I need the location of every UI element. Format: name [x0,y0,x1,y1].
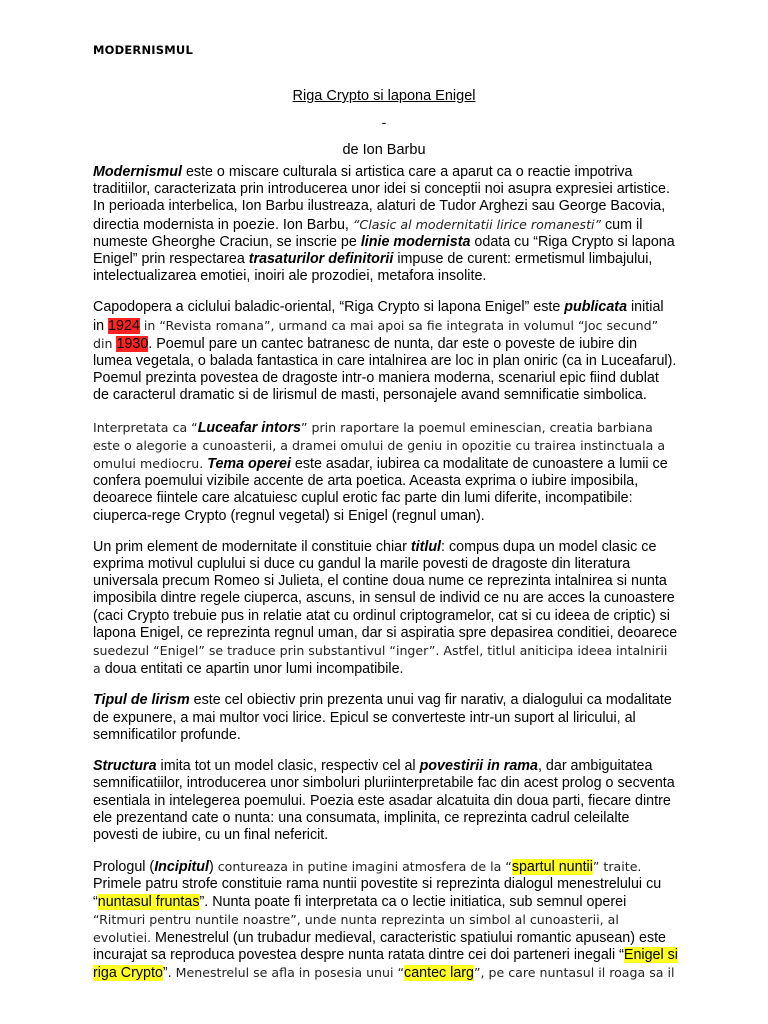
document-body [93,164,678,997]
paragraph-prologul [93,858,678,982]
text: Prologul ( [93,859,155,876]
text: imita tot un model clasic, respectiv cel al [156,758,420,775]
text: Menestrelul se afla in posesia unui “ [175,965,405,981]
term-publicata: publicata [564,299,628,316]
text: in “Revista romana”, urmand ca mai apoi sa fie integrata in volumul “Joc secund” din [93,317,659,351]
text: contureaza in putine imagini atmosfera de la “ [217,859,512,875]
highlight-nuntasul-fruntas: nuntasul fruntas [97,893,200,910]
highlight-year-1930: 1930 [116,335,149,352]
text: Menestrelul (un trubadur medieval, caracteristic spatiului romantic apusean) este incurajat sa reproduca povestea despre nunta ratata dintre cei doi parteneri inegali “ [93,929,667,964]
title-dash: - [381,114,387,130]
highlight-cantec-larg: cantec larg [404,965,474,982]
text: suedezul “Enigel” se traduce prin substantivul “inger”. Astfel, titlul aniticipa ideea intalnirii a [93,643,668,677]
text: Un prim element de modernitate il constituie chiar [93,538,411,555]
text: odata cu “Riga Crypto si lapona Enigel” prin respectarea [93,233,675,268]
paragraph-modernism [93,164,678,285]
text: este cel obiectiv prin prezenta unui vag fir narativ, a dialogului ca modalitate de expunere, a mai multor voci lirice. Epicul se converteste intr-un suport al liricului, al semnificatilor profunde. [93,692,672,743]
text: “Ritmuri pentru nuntile noastre”, unde nunta reprezinta un simbol al cunoasterii, al evolutiei. [93,911,619,945]
highlight-enigel-si-riga-crypto: Enigel si riga Crypto [93,947,678,982]
term-povestirii-in-rama: povestirii in rama [419,758,538,775]
paragraph-structura [93,758,678,844]
text: ” prin raportare la poemul eminescian, creatia barbiana este o alegorie a cunoasterii, a dramei omului de geniu in opozitie cu trairea instinctuala a omului mediocru. [93,419,666,472]
text: , dar ambiguitatea semnificatiilor, introducerea unor simboluri pluriinterpretabile fac din acest prolog o secventa esentiala in intelegerea poemului. Poezia este asadar alcatuita din doua parti, fiecare dintre ele prezentand cate o nunta: una consumata, implinita, ce reprezinta cadrul celeilalte povesti de iubire, cu un final nefericit. [93,758,675,843]
text: cum il numeste Gheorghe Craciun, se inscrie pe [93,216,643,250]
text: : compus dupa un model clasic ce exprima motivul cuplului si duce cu gandul la marile povesti de dragoste din literatura universala precum Romeo si Julieta, el contine doua nume ce reprezinta intalnirea si nunta imposibila dintre regele ciuperca, ascuns, in sensul de individ ce nu are acces la cunoastere (caci Crypto trebuie pus in relatie atat cu ordinul criptogramelor, cat si cu ideea de criptic) si lapona Enigel, ce reprezinta regnul uman, dar si aspiratia spre depasirea conditiei, deoarece [93,538,678,641]
text: ”, pe care nuntasul il roaga sa il [473,965,675,981]
text: doua entitati ce apartin unor lumi incompatibile. [100,661,404,678]
term-luceafar-intors: Luceafar intors [197,419,301,436]
text: Interpretata ca “ [93,419,198,435]
term-trasaturi: trasaturilor definitorii [248,251,394,268]
term-tema-operei: Tema operei [207,456,291,473]
paragraph-titlul [93,539,678,679]
text: Capodopera a ciclului baladic-oriental, “Riga Crypto si lapona Enigel” este [93,299,565,316]
text: initial in [93,299,664,334]
document-author: de Ion Barbu [342,142,426,158]
text: este o miscare culturala si artistica care a aparut ca o reactie impotriva traditiilor, caracterizata prin introducerea unor idei si conceptii noi asupra expresiei artistice. In perioada interbelica, Ion Barbu ilustreaza, alaturi de Tudor Arghezi sau George Bacovia, directia modernista in poezie. Ion Barbu, [93,164,670,233]
text: ” traite. [592,859,642,875]
term-incipitul: Incipitul [154,859,210,876]
text: ) [209,859,218,876]
text: ”. Nunta poate fi interpretata ca o lectie initiatica, sub semnul operei [199,893,627,910]
highlight-spartul-nuntii: spartul nuntii [511,859,593,876]
text: Primele patru strofe constituie rama nuntii povestite si reprezinta dialogul menestrelului cu “ [93,876,662,910]
text: este asadar, iubirea ca modalitate de cunoastere a lumii ce confera poemului vizibile accente de arta poetica. Aceasta exprima o iubire imposibila, deoarece fiintele care alcatuiesc cuplul erotic fac parte din lumi diferite, incompatibile: ciuperca-rege Crypto (regnul vegetal) si Enigel (regnul uman). [93,456,668,524]
term-tipul-de-lirism: Tipul de lirism [93,692,190,709]
text: . Poemul pare un cantec batranesc de nunta, dar este o poveste de iubire din lumea vegetala, o balada fantastica in care intalnirea are loc in plan oniric (ca in Luceafarul). Poemul prezinta povestea de dragoste intr-o maniera moderna, scenariul epic fiind dublat de caracterul dramatic si de lirismul de masti, personajele avand semnificatie simbolica. [93,335,677,404]
term-modernismul: Modernismul [93,164,182,180]
quote-clasic: “Clasic al modernitatii lirice romanesti” [352,216,602,232]
page-header: MODERNISMUL [93,43,193,57]
document-title: Riga Crypto si lapona Enigel [292,88,476,104]
paragraph-capodopera [93,299,678,404]
text: impuse de curent: ermetismul limbajului, intelectualizarea emotiei, inoiri ale prozodiei, metafora insolite. [93,251,653,285]
highlight-year-1924: 1924 [108,317,140,334]
term-structura: Structura [93,758,157,775]
term-linie-modernista: linie modernista [360,233,471,250]
paragraph-tipul-de-lirism [93,692,678,744]
text: ”. [162,965,176,982]
term-titlul: titlul [410,538,442,555]
paragraph-luceafar [93,419,678,525]
